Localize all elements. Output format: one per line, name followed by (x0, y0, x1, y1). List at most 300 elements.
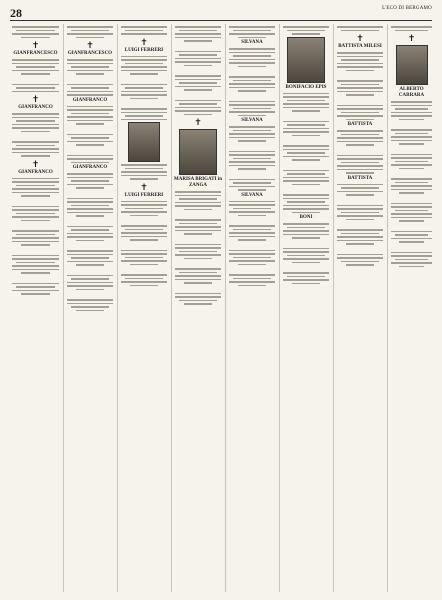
text-line-placeholder (283, 107, 329, 109)
text-line-placeholder (121, 119, 167, 121)
text-line-placeholder (229, 76, 275, 78)
text-line-placeholder (179, 223, 217, 225)
text-line-placeholder (391, 105, 432, 107)
text-line-placeholder (337, 205, 383, 207)
text-line-placeholder (292, 184, 320, 186)
text-line-placeholder (12, 241, 59, 243)
text-line-placeholder (76, 264, 104, 266)
text-line-placeholder (121, 56, 167, 58)
text-line-placeholder (16, 234, 54, 236)
text-line-placeholder (71, 180, 109, 182)
text-line-placeholder (229, 253, 275, 255)
text-line-placeholder (233, 108, 271, 110)
text-line-placeholder (283, 205, 329, 207)
text-line-placeholder (337, 141, 383, 143)
text-line-placeholder (283, 272, 329, 274)
text-line-placeholder (391, 101, 432, 103)
text-line-placeholder (233, 278, 271, 280)
text-line-placeholder (12, 230, 59, 232)
text-line-placeholder (121, 84, 167, 86)
text-line-placeholder (12, 113, 59, 115)
text-line-placeholder (229, 186, 275, 188)
text-line-placeholder (12, 188, 59, 190)
text-line-placeholder (292, 110, 320, 112)
text-line-placeholder (67, 201, 113, 203)
text-line-placeholder (229, 87, 275, 89)
text-line-placeholder (283, 103, 329, 105)
text-line-placeholder (283, 96, 329, 98)
text-line-placeholder (67, 141, 113, 143)
text-line-placeholder (391, 206, 432, 208)
text-line-placeholder (12, 265, 59, 267)
obituary-heading: BONI (299, 215, 313, 220)
text-line-placeholder (71, 87, 109, 89)
text-line-placeholder (67, 275, 113, 277)
text-line-placeholder (179, 272, 217, 274)
text-line-placeholder (337, 158, 383, 160)
text-line-placeholder (121, 281, 167, 283)
text-line-placeholder (67, 59, 113, 61)
text-line-placeholder (175, 293, 221, 295)
text-line-placeholder (12, 258, 59, 260)
text-line-placeholder (67, 116, 113, 118)
text-line-placeholder (341, 112, 379, 114)
text-line-placeholder (238, 285, 266, 287)
text-line-placeholder (283, 121, 329, 123)
text-line-placeholder (341, 30, 379, 32)
text-line-placeholder (287, 255, 325, 257)
text-line-placeholder (229, 211, 275, 213)
column-divider (387, 24, 388, 592)
text-line-placeholder (337, 229, 383, 231)
obituary-heading: BONIFACIO EPIS (285, 84, 327, 90)
text-line-placeholder (175, 195, 221, 197)
text-line-placeholder (67, 106, 113, 108)
text-line-placeholder (184, 258, 212, 260)
text-line-placeholder (341, 134, 379, 136)
text-line-placeholder (12, 192, 59, 194)
text-line-placeholder (71, 278, 109, 280)
text-line-placeholder (121, 164, 167, 166)
text-line-placeholder (337, 215, 383, 217)
obituary-column-3 (119, 24, 169, 592)
text-line-placeholder (184, 282, 212, 284)
text-line-placeholder (12, 124, 59, 126)
text-line-placeholder (283, 223, 329, 225)
text-line-placeholder (395, 234, 429, 236)
text-line-placeholder (395, 259, 429, 261)
text-line-placeholder (238, 189, 266, 191)
obituary-heading: BATTISTA MILESI (338, 44, 382, 49)
text-line-placeholder (67, 184, 113, 186)
column-divider (171, 24, 172, 592)
text-line-placeholder (229, 201, 275, 203)
text-line-placeholder (16, 145, 54, 147)
text-line-placeholder (12, 70, 59, 72)
text-line-placeholder (71, 306, 109, 308)
text-line-placeholder (67, 233, 113, 235)
text-line-placeholder (287, 173, 325, 175)
obituary-heading: MARISA BRIGATI in ZANGA (174, 177, 222, 188)
text-line-placeholder (283, 131, 329, 133)
text-line-placeholder (12, 206, 59, 208)
text-line-placeholder (391, 252, 432, 254)
text-line-placeholder (175, 33, 221, 35)
text-line-placeholder (292, 237, 320, 239)
text-line-placeholder (283, 93, 329, 95)
text-line-placeholder (229, 59, 275, 61)
text-line-placeholder (130, 239, 158, 241)
text-line-placeholder (238, 66, 266, 68)
column-divider (117, 24, 118, 592)
text-line-placeholder (283, 234, 329, 236)
text-line-placeholder (399, 143, 424, 145)
text-line-placeholder (391, 164, 432, 166)
text-line-placeholder (399, 220, 424, 222)
text-line-placeholder (283, 170, 329, 172)
text-line-placeholder (346, 70, 374, 72)
text-line-placeholder (121, 211, 167, 213)
text-line-placeholder (238, 264, 266, 266)
text-line-placeholder (391, 255, 432, 257)
text-line-placeholder (229, 151, 275, 153)
text-line-placeholder (12, 283, 59, 285)
text-line-placeholder (341, 84, 379, 86)
text-line-placeholder (233, 55, 271, 57)
text-line-placeholder (229, 101, 275, 103)
text-line-placeholder (121, 236, 167, 238)
obituary-heading: GIANFRANCESCO (67, 51, 113, 56)
text-line-placeholder (130, 264, 158, 266)
text-line-placeholder (287, 124, 325, 126)
text-line-placeholder (16, 30, 54, 32)
text-line-placeholder (238, 215, 266, 217)
text-line-placeholder (125, 87, 163, 89)
text-line-placeholder (121, 70, 167, 72)
text-line-placeholder (233, 208, 271, 210)
obituary-heading: GIANFRANCO (18, 169, 53, 175)
text-line-placeholder (21, 293, 49, 295)
column-divider (225, 24, 226, 592)
text-line-placeholder (238, 140, 266, 142)
text-line-placeholder (287, 201, 325, 203)
obituary-column-5 (227, 24, 277, 592)
obituary-heading: GIANFRANCO (72, 97, 108, 103)
text-line-placeholder (71, 113, 109, 115)
text-line-placeholder (395, 108, 429, 110)
text-line-placeholder (125, 257, 163, 259)
text-line-placeholder (67, 226, 113, 228)
text-line-placeholder (12, 216, 59, 218)
text-line-placeholder (283, 251, 329, 253)
text-line-placeholder (233, 130, 271, 132)
text-line-placeholder (229, 281, 275, 283)
text-line-placeholder (391, 203, 432, 205)
text-line-placeholder (233, 182, 271, 184)
text-line-placeholder (233, 80, 271, 82)
cross-icon: ✝ (31, 94, 40, 104)
text-line-placeholder (16, 120, 54, 122)
text-line-placeholder (175, 244, 221, 246)
text-line-placeholder (391, 115, 432, 117)
text-line-placeholder (175, 26, 221, 28)
text-line-placeholder (67, 120, 113, 122)
text-line-placeholder (12, 33, 59, 35)
column-divider (279, 24, 280, 592)
text-line-placeholder (175, 230, 221, 232)
text-line-placeholder (399, 241, 424, 243)
text-line-placeholder (12, 255, 59, 257)
text-line-placeholder (130, 215, 158, 217)
text-line-placeholder (337, 184, 383, 186)
portrait-photo (128, 122, 160, 162)
text-line-placeholder (287, 100, 325, 102)
text-line-placeholder (229, 137, 275, 139)
text-line-placeholder (391, 231, 432, 233)
text-line-placeholder (175, 58, 221, 60)
obituary-column-1 (10, 24, 61, 592)
text-line-placeholder (12, 209, 59, 211)
text-line-placeholder (184, 233, 212, 235)
text-line-placeholder (229, 250, 275, 252)
text-line-placeholder (283, 26, 329, 28)
text-line-placeholder (341, 212, 379, 214)
text-line-placeholder (67, 155, 113, 157)
text-line-placeholder (229, 104, 275, 106)
text-line-placeholder (346, 194, 374, 196)
text-line-placeholder (175, 226, 221, 228)
text-line-placeholder (238, 168, 266, 170)
text-line-placeholder (16, 87, 54, 89)
text-line-placeholder (395, 161, 429, 163)
text-line-placeholder (287, 227, 325, 229)
text-line-placeholder (179, 30, 217, 32)
cross-icon: ✝ (407, 33, 416, 43)
text-line-placeholder (346, 219, 374, 221)
text-line-placeholder (184, 40, 212, 42)
text-line-placeholder (229, 165, 275, 167)
obituary-heading: LUIGI FERRERI (124, 192, 164, 198)
text-line-placeholder (175, 275, 221, 277)
cross-icon: ✝ (31, 158, 40, 169)
text-line-placeholder (67, 250, 113, 252)
text-line-placeholder (21, 131, 49, 133)
text-line-placeholder (12, 91, 59, 93)
text-line-placeholder (21, 272, 49, 274)
obituary-heading: SILVANA (241, 118, 263, 123)
text-line-placeholder (67, 208, 113, 210)
text-line-placeholder (67, 254, 113, 256)
text-line-placeholder (21, 220, 49, 222)
text-line-placeholder (121, 225, 167, 227)
text-line-placeholder (346, 264, 374, 266)
text-line-placeholder (21, 73, 49, 75)
text-line-placeholder (184, 114, 212, 116)
text-line-placeholder (229, 161, 275, 163)
text-line-placeholder (391, 262, 432, 264)
text-line-placeholder (337, 108, 383, 110)
text-line-placeholder (391, 136, 432, 138)
text-line-placeholder (337, 257, 383, 259)
text-line-placeholder (337, 137, 383, 139)
text-line-placeholder (395, 133, 429, 135)
text-line-placeholder (175, 37, 221, 39)
cross-icon: ✝ (194, 117, 202, 127)
text-line-placeholder (121, 201, 167, 203)
text-line-placeholder (121, 253, 167, 255)
text-line-placeholder (21, 244, 49, 246)
obituary-heading: SILVANA (241, 192, 263, 198)
text-line-placeholder (175, 205, 221, 207)
text-line-placeholder (16, 66, 54, 68)
obituary-heading: SILVANA (241, 40, 263, 45)
text-line-placeholder (341, 261, 379, 263)
text-line-placeholder (12, 269, 59, 271)
page-number: 28 (10, 6, 22, 20)
text-line-placeholder (130, 98, 158, 100)
text-line-placeholder (229, 83, 275, 85)
text-line-placeholder (391, 26, 432, 28)
text-line-placeholder (67, 299, 113, 301)
text-line-placeholder (121, 260, 167, 262)
text-line-placeholder (67, 177, 113, 179)
text-line-placeholder (287, 152, 325, 154)
portrait-photo (179, 129, 217, 175)
text-line-placeholder (16, 286, 54, 288)
text-line-placeholder (184, 303, 212, 305)
text-line-placeholder (67, 70, 113, 72)
text-line-placeholder (229, 52, 275, 54)
text-line-placeholder (337, 165, 383, 167)
text-line-placeholder (233, 229, 271, 231)
text-line-placeholder (12, 63, 59, 65)
text-line-placeholder (337, 105, 383, 107)
text-line-placeholder (238, 239, 266, 241)
text-line-placeholder (184, 65, 212, 67)
text-line-placeholder (233, 30, 271, 32)
text-line-placeholder (229, 179, 275, 181)
text-line-placeholder (121, 91, 167, 93)
text-line-placeholder (337, 26, 383, 28)
text-line-placeholder (12, 152, 59, 154)
text-line-placeholder (67, 285, 113, 287)
text-line-placeholder (121, 232, 167, 234)
text-line-placeholder (175, 107, 221, 109)
text-line-placeholder (395, 210, 429, 212)
text-line-placeholder (337, 63, 383, 65)
cross-icon: ✝ (140, 36, 148, 47)
cross-icon: ✝ (31, 40, 40, 50)
text-line-placeholder (391, 185, 432, 187)
text-line-placeholder (67, 109, 113, 111)
text-line-placeholder (283, 248, 329, 250)
text-line-placeholder (287, 276, 325, 278)
text-line-placeholder (337, 155, 383, 157)
text-line-placeholder (76, 144, 104, 146)
text-line-placeholder (16, 213, 54, 215)
text-line-placeholder (229, 225, 275, 227)
text-line-placeholder (179, 54, 217, 56)
text-line-placeholder (229, 26, 275, 28)
text-line-placeholder (341, 59, 379, 61)
portrait-photo (396, 45, 428, 85)
text-line-placeholder (175, 254, 221, 256)
text-line-placeholder (125, 229, 163, 231)
text-line-placeholder (67, 261, 113, 263)
obituary-column-7 (335, 24, 385, 592)
text-line-placeholder (283, 177, 329, 179)
text-line-placeholder (67, 134, 113, 136)
text-line-placeholder (76, 310, 104, 312)
text-line-placeholder (337, 66, 383, 68)
text-line-placeholder (399, 119, 424, 121)
text-line-placeholder (292, 212, 320, 214)
obituary-column-6 (281, 24, 331, 592)
text-line-placeholder (346, 144, 374, 146)
text-line-placeholder (125, 208, 163, 210)
text-line-placeholder (175, 268, 221, 270)
obituary-heading: GIANFRANCO (72, 165, 108, 170)
text-line-placeholder (175, 61, 221, 63)
text-line-placeholder (121, 66, 167, 68)
text-line-placeholder (67, 33, 113, 35)
text-line-placeholder (12, 237, 59, 239)
text-line-placeholder (399, 168, 424, 170)
text-line-placeholder (76, 289, 104, 291)
obituary-heading: GIANFRANCESCO (13, 51, 58, 56)
text-line-placeholder (67, 91, 113, 93)
obituary-column-2 (65, 24, 115, 592)
text-line-placeholder (233, 158, 271, 160)
text-line-placeholder (121, 33, 167, 35)
text-line-placeholder (346, 243, 374, 245)
text-line-placeholder (67, 236, 113, 238)
text-line-placeholder (175, 202, 221, 204)
text-line-placeholder (283, 149, 329, 151)
text-line-placeholder (71, 205, 109, 207)
text-line-placeholder (229, 260, 275, 262)
text-line-placeholder (229, 48, 275, 50)
text-line-placeholder (76, 240, 104, 242)
text-line-placeholder (121, 108, 167, 110)
text-line-placeholder (16, 185, 54, 187)
text-line-placeholder (12, 178, 59, 180)
text-line-placeholder (67, 26, 113, 28)
text-line-placeholder (71, 229, 109, 231)
text-line-placeholder (337, 240, 383, 242)
text-line-placeholder (121, 250, 167, 252)
text-line-placeholder (67, 212, 113, 214)
text-line-placeholder (337, 80, 383, 82)
text-line-placeholder (12, 148, 59, 150)
text-line-placeholder (341, 187, 379, 189)
text-line-placeholder (12, 59, 59, 61)
text-line-placeholder (283, 230, 329, 232)
text-line-placeholder (238, 115, 266, 117)
text-line-placeholder (184, 89, 212, 91)
text-line-placeholder (229, 236, 275, 238)
text-line-placeholder (341, 162, 379, 164)
text-line-placeholder (337, 87, 383, 89)
obituary-column-4 (173, 24, 223, 592)
column-divider (333, 24, 334, 592)
obituary-heading: ALBERTO CARRARA (398, 87, 425, 98)
text-line-placeholder (283, 279, 329, 281)
text-line-placeholder (229, 62, 275, 64)
text-line-placeholder (67, 158, 113, 160)
text-line-placeholder (292, 135, 320, 137)
text-line-placeholder (391, 154, 432, 156)
